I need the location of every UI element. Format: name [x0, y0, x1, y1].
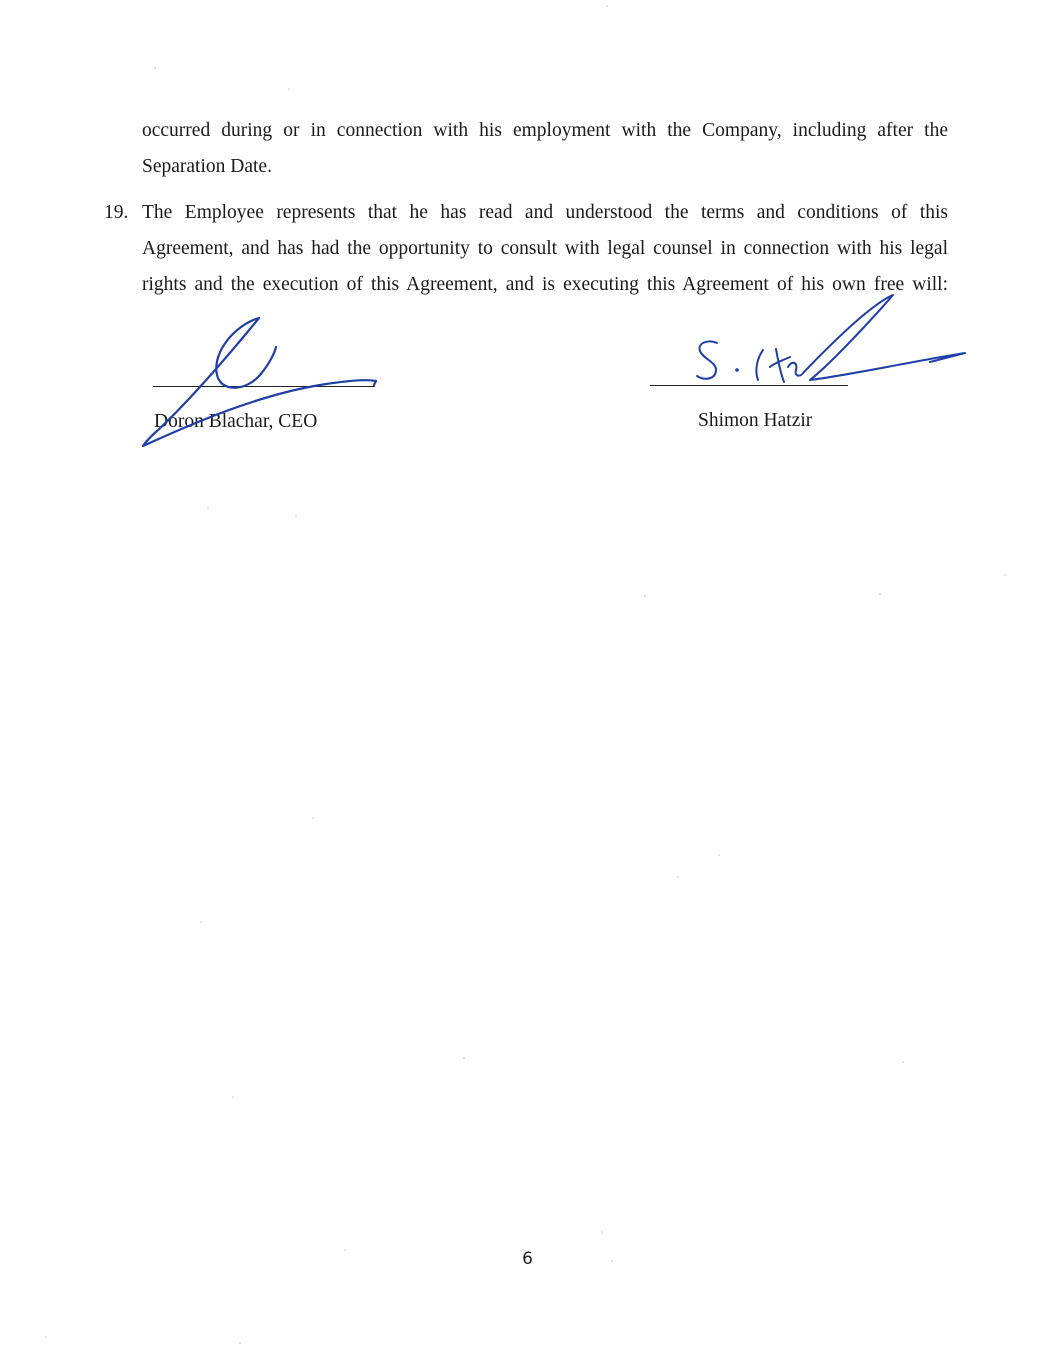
text-line: The Employee represents that he has read and understood the terms and conditions of this: [142, 202, 948, 223]
text-line: Separation Date.: [142, 156, 272, 177]
page-number: 6: [522, 1249, 533, 1269]
text-line: occurred during or in connection with his employment with the Company, including after the: [142, 120, 948, 141]
signatory-name-right: Shimon Hatzir: [698, 410, 813, 431]
text-line: Agreement, and has had the opportunity to consult with legal counsel in connection with his legal: [142, 238, 948, 259]
clause-number: 19.: [104, 202, 129, 223]
text-line: rights and the execution of this Agreement, and is executing this Agreement of his own free will:: [142, 274, 948, 295]
signatory-name-left: Doron Blachar, CEO: [154, 411, 318, 432]
